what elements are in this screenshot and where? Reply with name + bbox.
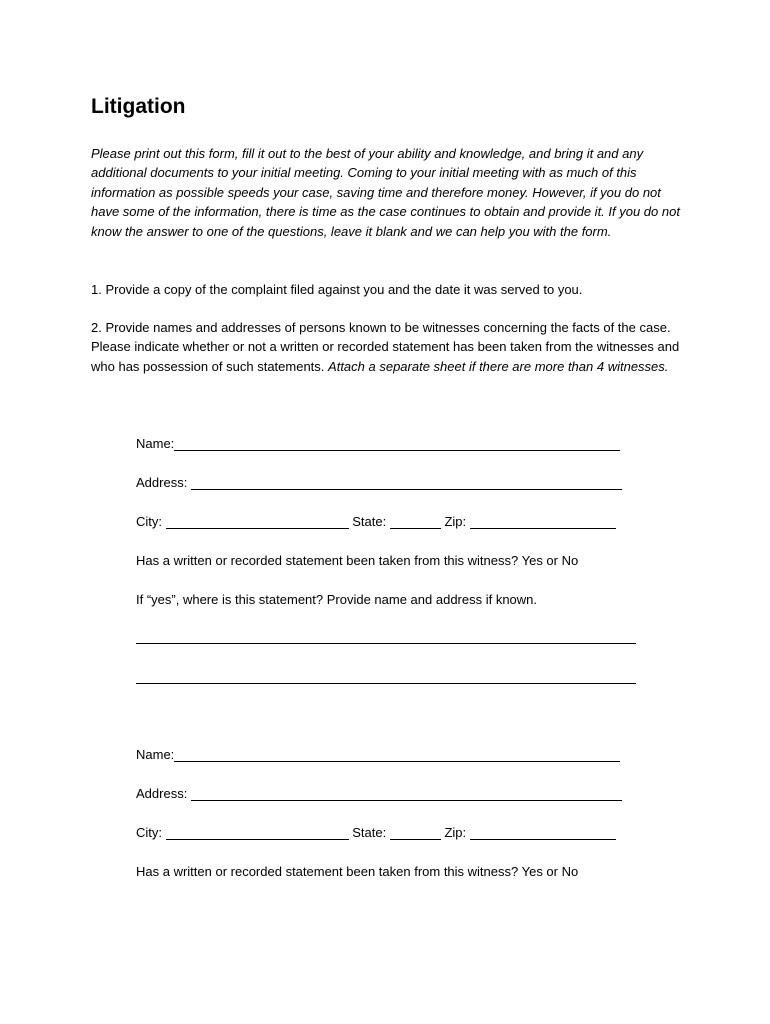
zip-label: Zip: xyxy=(444,514,467,529)
name-label: Name: xyxy=(136,747,175,762)
witness-2-zip-field[interactable] xyxy=(470,825,616,840)
witness-1-statement-line-1[interactable] xyxy=(136,643,636,644)
page-title: Litigation xyxy=(91,95,186,118)
witness-2-name-field[interactable] xyxy=(174,747,620,762)
witness-1-address-row xyxy=(136,473,622,493)
witness-1-state-field[interactable] xyxy=(390,514,441,529)
state-label: State: xyxy=(352,514,387,529)
witness-1-name-row xyxy=(136,434,620,454)
witness-2-city-field[interactable] xyxy=(166,825,349,840)
witness-1-location-row xyxy=(136,512,616,532)
witness-1-city-field[interactable] xyxy=(166,514,349,529)
witness-1-address-field[interactable] xyxy=(191,475,622,490)
witness-1-statement-line-2[interactable] xyxy=(136,683,636,684)
witness-1-name-field[interactable] xyxy=(174,436,620,451)
question-2-note: Attach a separate sheet if there are more than 4 witnesses. xyxy=(328,358,669,374)
witness-2-statement-question: Has a written or recorded statement been taken from this witness? Yes or No xyxy=(136,864,579,879)
zip-label: Zip: xyxy=(444,825,467,840)
address-label: Address: xyxy=(136,786,188,801)
witness-2-name-row xyxy=(136,745,620,765)
instructions-paragraph: Please print out this form, fill it out to the best of your ability and knowledge, and bring it and any additional documents to your initial meeting. Coming to your initial meeting with as much of this information as possible speeds your case, saving time and therefore money. However, if you do not have some of the information, there is time as the case continues to obtain and provide it. If you do not know the answer to one of the questions, leave it blank and we can help you with the form. xyxy=(91,146,680,239)
state-label: State: xyxy=(352,825,387,840)
city-label: City: xyxy=(136,825,162,840)
question-2-text: 2. Provide names and addresses of persons known to be witnesses concerning the facts of the case. Please indicate whether or not a written or recorded statement has been taken from the witnesses and who has possession of such statements. xyxy=(91,320,680,374)
witness-1-zip-field[interactable] xyxy=(470,514,616,529)
question-1: 1. Provide a copy of the complaint filed against you and the date it was served to you. xyxy=(91,282,583,297)
witness-2-location-row xyxy=(136,823,616,843)
question-2 xyxy=(91,318,691,376)
city-label: City: xyxy=(136,514,162,529)
witness-1-statement-location: If “yes”, where is this statement? Provide name and address if known. xyxy=(136,592,538,607)
address-label: Address: xyxy=(136,475,188,490)
witness-2-state-field[interactable] xyxy=(390,825,441,840)
witness-2-address-row xyxy=(136,784,622,804)
witness-2-address-field[interactable] xyxy=(191,786,622,801)
witness-1-statement-question: Has a written or recorded statement been taken from this witness? Yes or No xyxy=(136,553,579,568)
name-label: Name: xyxy=(136,436,175,451)
